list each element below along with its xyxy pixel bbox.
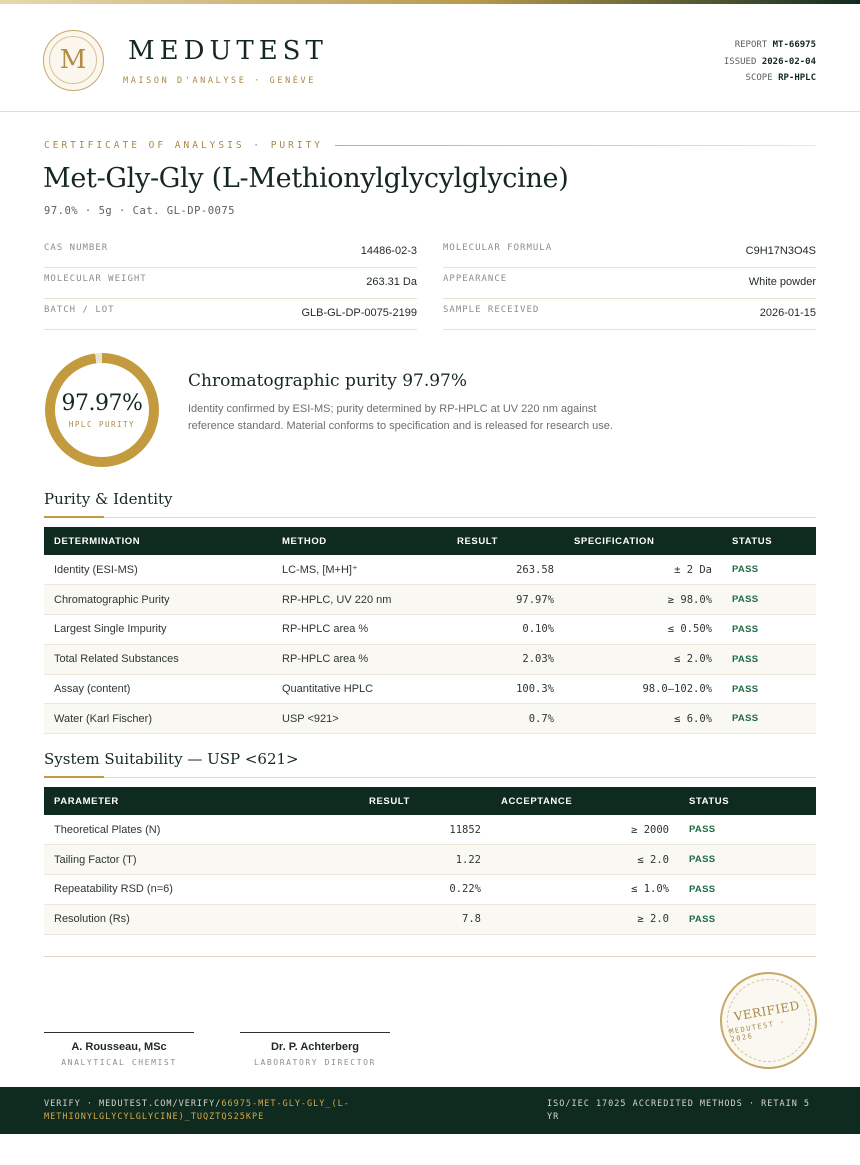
purity-table-heading: Purity & Identity <box>44 490 173 508</box>
col-header: SPECIFICATION <box>564 527 722 555</box>
col-header: STATUS <box>722 527 816 555</box>
purity-ring <box>45 353 159 467</box>
section-rule <box>44 777 816 778</box>
status-badge: PASS <box>722 644 816 674</box>
section-accent <box>44 776 104 778</box>
status-badge: PASS <box>679 845 816 875</box>
table-row: Resolution (Rs) 7.8 ≥ 2.0 PASS <box>44 904 816 934</box>
header <box>0 4 860 112</box>
report-number: REPORT MT-66975 <box>734 40 816 50</box>
suitability-table <box>44 787 816 935</box>
table-row: Tailing Factor (T) 1.22 ≤ 2.0 PASS <box>44 845 816 875</box>
kicker-divider <box>335 145 816 146</box>
product-subtitle: 97.0% · 5g · Cat. GL-DP-0075 <box>44 205 236 217</box>
spec-cas: CAS NUMBER 14486-02-3 <box>44 237 417 268</box>
status-badge: PASS <box>679 815 816 845</box>
status-badge: PASS <box>722 585 816 615</box>
product-title: Met-Gly-Gly (L-Methionylglycylglycine) <box>43 163 569 194</box>
purity-heading: Chromatographic purity 97.97% <box>188 371 468 391</box>
status-badge: PASS <box>722 555 816 585</box>
col-header: STATUS <box>679 787 816 815</box>
status-badge: PASS <box>722 704 816 734</box>
status-badge: PASS <box>679 875 816 905</box>
brand-logo <box>43 30 104 91</box>
signatory-role: LABORATORY DIRECTOR <box>254 1058 376 1067</box>
col-header: ACCEPTANCE <box>491 787 679 815</box>
col-header: PARAMETER <box>44 787 359 815</box>
table-header-row <box>44 787 816 815</box>
spec-sample-received: SAMPLE RECEIVED 2026-01-15 <box>443 299 816 330</box>
certificate-kicker: CERTIFICATE OF ANALYSIS · PURITY <box>44 139 324 151</box>
status-badge: PASS <box>722 615 816 645</box>
section-rule <box>44 517 816 518</box>
signatory-name: A. Rousseau, MSc <box>71 1041 167 1053</box>
spec-formula: MOLECULAR FORMULA C9H17N3O4S <box>443 237 816 268</box>
col-header: DETERMINATION <box>44 527 272 555</box>
spec-batch: BATCH / LOT GLB-GL-DP-0075-2199 <box>44 299 417 330</box>
table-row: Assay (content) Quantitative HPLC 100.3% 98.0–102.0% PASS <box>44 674 816 704</box>
signatory-name: Dr. P. Achterberg <box>270 1041 360 1053</box>
status-badge: PASS <box>679 904 816 934</box>
table-row: Water (Karl Fischer) USP <921> 0.7% ≤ 6.0% PASS <box>44 704 816 734</box>
col-header: RESULT <box>447 527 564 555</box>
purity-description: Identity confirmed by ESI-MS; purity determined by RP-HPLC at UV 220 nm against reference standard. Material conforms to specification and is released for research use. <box>188 403 613 432</box>
logo-monogram: M <box>49 36 97 84</box>
signature-analyst <box>44 1032 194 1067</box>
spec-appearance: APPEARANCE White powder <box>443 268 816 299</box>
verified-stamp: VERIFIED MEDUTEST · 2026 <box>720 972 817 1069</box>
purity-value: 97.97% <box>61 391 143 416</box>
report-meta <box>724 37 816 87</box>
brand-tagline: MAISON D'ANALYSE · GENÈVE <box>123 76 316 86</box>
certificate-kicker-row <box>44 139 816 151</box>
signatory-role: ANALYTICAL CHEMIST <box>61 1058 177 1067</box>
footer <box>0 1087 860 1134</box>
purity-table <box>44 527 816 734</box>
table-row: Identity (ESI-MS) LC-MS, [M+H]⁺ 263.58 ± 2 Da PASS <box>44 555 816 585</box>
verify-link[interactable]: VERIFY · MEDUTEST.COM/VERIFY/66975-MET-GLY-GLY_(L-METHIONYLGLYCYLGLYCINE)_TUQZTQS25KPE <box>44 1099 350 1122</box>
purity-ring-label: HPLC PURITY <box>68 420 136 429</box>
brand-name: MEDUTEST <box>128 36 328 66</box>
signature-director <box>240 1032 390 1067</box>
spec-molecular-weight: MOLECULAR WEIGHT 263.31 Da <box>44 268 417 299</box>
table-row: Chromatographic Purity RP-HPLC, UV 220 nm 97.97% ≥ 98.0% PASS <box>44 585 816 615</box>
scope: SCOPE RP-HPLC <box>745 73 816 83</box>
purity-ring-center <box>55 363 149 457</box>
col-header: METHOD <box>272 527 447 555</box>
table-row: Repeatability RSD (n=6) 0.22% ≤ 1.0% PASS <box>44 875 816 905</box>
footer-accreditation: ISO/IEC 17025 ACCREDITED METHODS · RETAIN 5 YR <box>547 1099 811 1122</box>
signature-divider <box>44 956 816 957</box>
status-badge: PASS <box>722 674 816 704</box>
section-accent <box>44 516 104 518</box>
table-row: Theoretical Plates (N) 11852 ≥ 2000 PASS <box>44 815 816 845</box>
suitability-table-heading: System Suitability — USP <621> <box>44 750 299 768</box>
table-header-row <box>44 527 816 555</box>
col-header: RESULT <box>359 787 491 815</box>
table-row: Total Related Substances RP-HPLC area % 2.03% ≤ 2.0% PASS <box>44 644 816 674</box>
table-row: Largest Single Impurity RP-HPLC area % 0.10% ≤ 0.50% PASS <box>44 615 816 645</box>
issued-date: ISSUED 2026-02-04 <box>723 56 816 67</box>
